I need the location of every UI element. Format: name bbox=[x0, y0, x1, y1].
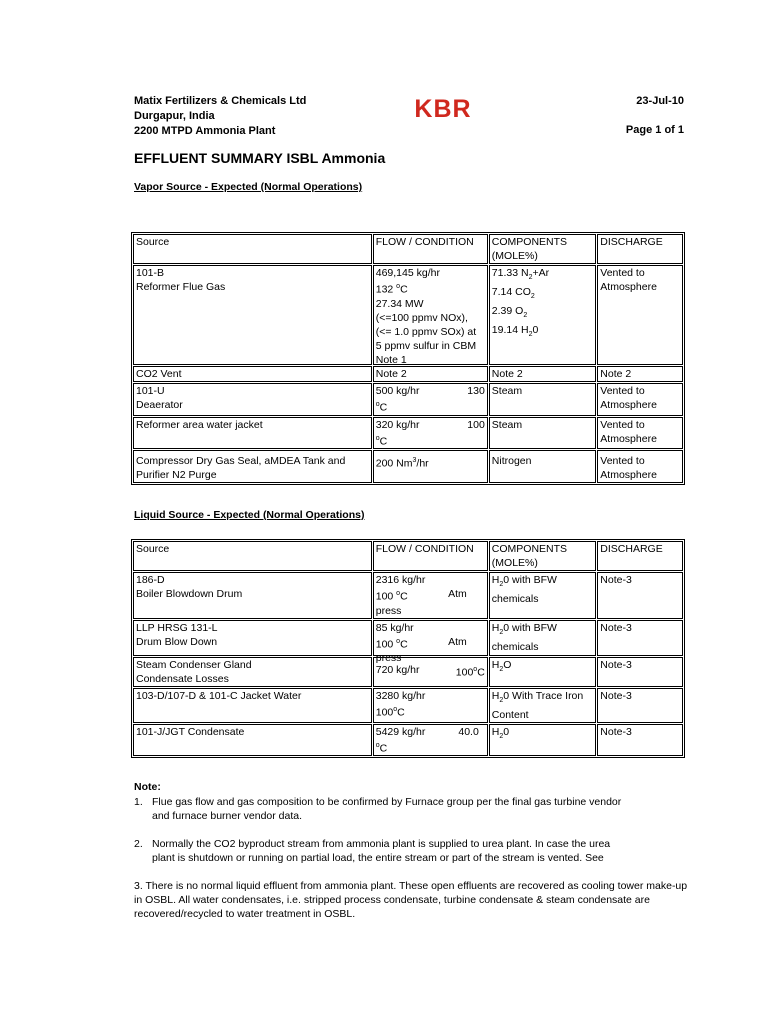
table-row bbox=[133, 383, 683, 416]
temp-unit: C bbox=[379, 742, 388, 755]
flow-temp: 132 $^o$C bbox=[375, 283, 408, 296]
table-row bbox=[133, 572, 683, 619]
component-text: +Ar bbox=[532, 267, 550, 279]
discharge-line: Atmosphere bbox=[600, 432, 657, 445]
discharge-line: Atmosphere bbox=[600, 281, 657, 293]
note-number: 2. bbox=[134, 838, 143, 850]
discharge-line: Vented to bbox=[600, 385, 645, 397]
source-desc: Boiler Blowdown Drum bbox=[136, 588, 243, 600]
flow-unit: /hr bbox=[416, 457, 429, 470]
note-text: plant is shutdown or running on partial load, the entire stream or part of the stream is vented. See bbox=[152, 852, 604, 864]
temp-value: 100 bbox=[455, 666, 474, 678]
notes-heading: Note: bbox=[134, 781, 161, 793]
flow-cell bbox=[373, 620, 488, 664]
flow-clip bbox=[375, 621, 485, 664]
note-gap bbox=[134, 823, 694, 837]
source-tag: 101-U bbox=[136, 385, 165, 397]
components-cell: $H_20$ bbox=[489, 724, 597, 757]
table-row bbox=[133, 265, 683, 365]
table-row bbox=[133, 450, 683, 483]
components-cell: Steam bbox=[489, 383, 597, 416]
flow-rate: 469,145 kg/hr bbox=[375, 267, 440, 279]
components-cell: Nitrogen bbox=[489, 450, 597, 483]
source-cell bbox=[133, 265, 372, 365]
table-row bbox=[133, 620, 683, 656]
col-discharge: DISCHARGE bbox=[597, 541, 683, 571]
company-location: Durgapur, India bbox=[134, 110, 215, 122]
component-text: 0 With Trace Iron bbox=[503, 689, 584, 702]
flow-cell: Note 2 bbox=[373, 366, 488, 382]
flow-rate: 3280 kg/hr bbox=[375, 689, 426, 702]
discharge-line: Atmosphere bbox=[600, 469, 657, 481]
note-3: 3. There is no normal liquid effluent from ammonia plant. These open effluents are recovered as cooling tower make-up in OSBL. All water condensates, i.e. stripped process condensate, turbine condensate & steam condensate are recovered/recycled to water treatment in OSBL. bbox=[134, 880, 688, 920]
temp-unit: C bbox=[379, 435, 388, 447]
note-text: Flue gas flow and gas composition to be confirmed by Furnace group per the final gas turbine vendor bbox=[152, 796, 622, 808]
col-flow: FLOW / CONDITION bbox=[373, 234, 488, 264]
component-co2: 7.14 $CO_2$ bbox=[491, 286, 535, 301]
flow-rate: 500 kg/hr bbox=[375, 385, 420, 397]
discharge-line: Atmosphere bbox=[600, 399, 657, 411]
table-row bbox=[133, 366, 683, 382]
discharge-cell bbox=[597, 450, 683, 483]
component-text: 0 with BFW bbox=[503, 621, 557, 634]
source-tag: Steam Condenser Gland bbox=[136, 658, 252, 671]
source-cell bbox=[133, 383, 372, 416]
component-text: 7.14 CO bbox=[491, 286, 531, 299]
discharge-line: Vented to bbox=[600, 418, 645, 431]
source-cell: 103-D/107-D & 101-C Jacket Water bbox=[133, 688, 372, 723]
source-cell: Reformer area water jacket bbox=[133, 417, 372, 450]
discharge-cell: Note-3 bbox=[597, 620, 683, 656]
temp-value: 100 bbox=[375, 590, 397, 603]
flow-rate: 720 kg/hr bbox=[375, 663, 420, 676]
plant-name: 2200 MTPD Ammonia Plant bbox=[134, 125, 276, 137]
component-text: chemicals bbox=[491, 593, 539, 606]
source-desc: Condensate Losses bbox=[136, 672, 229, 685]
temp-unit: C bbox=[400, 283, 408, 296]
source-desc: Purifier N2 Purge bbox=[136, 469, 217, 481]
flow-line bbox=[376, 384, 485, 398]
note-text: and furnace burner vendor data. bbox=[152, 810, 303, 822]
component-n2: 71.33 $N_2+Ar$ bbox=[491, 267, 550, 282]
source-cell bbox=[133, 657, 372, 687]
col-flow: FLOW / CONDITION bbox=[373, 541, 488, 571]
vapor-heading: Vapor Source - Expected (Normal Operations) bbox=[134, 181, 363, 193]
flow-line bbox=[376, 725, 485, 739]
doc-date: 23-Jul-10 bbox=[636, 95, 684, 107]
company-block bbox=[134, 94, 306, 139]
flow-cell: 5429 kg/hr 40.0 $^o$C bbox=[373, 724, 488, 757]
temp-value: 100 bbox=[467, 418, 485, 431]
col-source: Source bbox=[133, 541, 372, 571]
note-1 bbox=[134, 795, 694, 823]
col-discharge: DISCHARGE bbox=[597, 234, 683, 264]
note-2 bbox=[134, 837, 694, 865]
note-number: 1. bbox=[134, 796, 143, 808]
flow-cell: 200 Nm$^3$/hr bbox=[373, 450, 488, 483]
component-h2o: 19.14 $H_20$ bbox=[491, 324, 539, 339]
temp-unit: C bbox=[400, 638, 408, 650]
note-gap bbox=[134, 865, 694, 879]
temp-unit: C bbox=[400, 590, 408, 603]
kbr-logo bbox=[408, 93, 478, 123]
temp-line: 100 $^o$C Atm bbox=[375, 635, 467, 650]
temp-value: 132 bbox=[375, 283, 397, 296]
flow-rate: 320 kg/hr bbox=[375, 418, 420, 431]
discharge-cell: Note 2 bbox=[597, 366, 683, 382]
flow-rate: 200 Nm bbox=[375, 457, 413, 470]
temp-value: 100 bbox=[375, 638, 397, 650]
company-name: Matix Fertilizers & Chemicals Ltd bbox=[134, 95, 307, 107]
temp-unit-line: $^o$C bbox=[375, 401, 388, 414]
table-row bbox=[133, 724, 683, 757]
component-text: 0 bbox=[532, 324, 539, 337]
component-text: H bbox=[491, 574, 500, 586]
component-text: chemicals bbox=[491, 640, 539, 653]
pressure-label: Atm bbox=[448, 635, 467, 648]
discharge-cell bbox=[597, 265, 683, 365]
flow-cell: 3280 kg/hr 100$^o$C bbox=[373, 688, 488, 723]
source-desc: Drum Blow Down bbox=[136, 635, 218, 648]
source-cell: CO2 Vent bbox=[133, 366, 372, 382]
pressure-label: Atm bbox=[448, 588, 467, 600]
source-desc: Reformer Flue Gas bbox=[136, 281, 226, 293]
liquid-heading: Liquid Source - Expected (Normal Operations) bbox=[134, 509, 365, 521]
components-cell bbox=[489, 265, 597, 365]
discharge-cell: Note-3 bbox=[597, 688, 683, 723]
component-text: H bbox=[491, 725, 500, 738]
component-text: Content bbox=[491, 708, 529, 721]
discharge-line: Vented to bbox=[600, 267, 645, 279]
discharge-cell bbox=[597, 383, 683, 416]
source-tag: Compressor Dry Gas Seal, aMDEA Tank and bbox=[136, 455, 346, 467]
col-components: COMPONENTS (MOLE%) bbox=[489, 234, 597, 264]
table-row bbox=[133, 417, 683, 450]
component-text: 2.39 O bbox=[491, 305, 524, 318]
temp-line: 100 $^o$C Atm bbox=[375, 588, 467, 603]
col-components: COMPONENTS (MOLE%) bbox=[489, 541, 597, 571]
components-cell: Note 2 bbox=[489, 366, 597, 382]
flow-cell bbox=[373, 417, 488, 450]
source-tag: 186-D bbox=[136, 574, 165, 586]
page-title: EFFLUENT SUMMARY ISBL Ammonia bbox=[134, 150, 386, 166]
component-text: 19.14 H bbox=[491, 324, 529, 337]
note-text: Normally the CO2 byproduct stream from ammonia plant is supplied to urea plant. In case the urea bbox=[152, 838, 611, 850]
flow-cell bbox=[373, 383, 488, 416]
kbr-logo-text: KBR bbox=[414, 95, 472, 123]
components-cell: $H_20$ with BFW chemicals bbox=[489, 572, 597, 619]
components-cell: Steam bbox=[489, 417, 597, 450]
components-cell: $H_2O$ bbox=[489, 657, 597, 687]
component-text: H bbox=[491, 621, 500, 634]
flow-rate: 2316 kg/hr bbox=[375, 574, 426, 586]
component-text: 0 bbox=[503, 725, 510, 738]
pressure-note: press bbox=[375, 652, 402, 664]
flow-cell bbox=[373, 265, 488, 365]
source-cell: 101-J/JGT Condensate bbox=[133, 724, 372, 757]
source-tag: 101-B bbox=[136, 267, 165, 279]
flow-line bbox=[376, 418, 485, 432]
doc-meta bbox=[626, 94, 684, 138]
table-row bbox=[133, 657, 683, 687]
component-text: H bbox=[491, 658, 500, 671]
temp-unit-line: $^o$C bbox=[375, 434, 388, 447]
discharge-cell: Note-3 bbox=[597, 724, 683, 757]
flow-clip bbox=[376, 266, 485, 364]
component-text: O bbox=[503, 658, 512, 671]
temp-value: 40.0 bbox=[458, 725, 479, 738]
temp-value: 130 bbox=[467, 385, 485, 397]
discharge-cell bbox=[597, 417, 683, 450]
temp-unit: C bbox=[477, 666, 485, 678]
table-row bbox=[133, 688, 683, 723]
components-cell: $H_20$ with BFW chemicals bbox=[489, 620, 597, 656]
discharge-line: Vented to bbox=[600, 455, 645, 467]
notes-section bbox=[134, 780, 694, 921]
flow-note: Note 1 bbox=[375, 353, 407, 366]
table-header-row bbox=[133, 234, 683, 264]
temp-value: 100 bbox=[375, 706, 394, 718]
temp-unit: C bbox=[379, 401, 388, 414]
discharge-cell: Note-3 bbox=[597, 657, 683, 687]
table-header-row bbox=[133, 541, 683, 571]
temp-unit: C bbox=[397, 706, 405, 718]
flow-power: 27.34 MW bbox=[375, 297, 424, 310]
flow-cell bbox=[373, 572, 488, 619]
component-text: 71.33 N bbox=[491, 267, 529, 279]
component-o2: 2.39 $O_2$ bbox=[491, 305, 528, 320]
page-number: Page 1 of 1 bbox=[625, 124, 684, 136]
source-cell bbox=[133, 620, 372, 656]
component-text: H bbox=[491, 689, 500, 702]
flow-line: 720 kg/hr 100$^o$C bbox=[375, 663, 485, 678]
source-cell bbox=[133, 450, 372, 483]
components-cell: $H_20$ With Trace Iron Content bbox=[489, 688, 597, 723]
flow-nox: (<=100 ppmv NOx), bbox=[375, 311, 468, 324]
pressure-note: press bbox=[375, 604, 402, 617]
liquid-table bbox=[131, 539, 685, 758]
flow-sulfur: 5 ppmv sulfur in CBM bbox=[375, 339, 477, 352]
col-source: Source bbox=[133, 234, 372, 264]
source-cell bbox=[133, 572, 372, 619]
source-tag: LLP HRSG 131-L bbox=[136, 621, 218, 634]
vapor-table bbox=[131, 232, 685, 485]
discharge-cell: Note-3 bbox=[597, 572, 683, 619]
component-text: 0 with BFW bbox=[503, 574, 557, 586]
flow-rate: 5429 kg/hr bbox=[375, 725, 426, 738]
flow-rate: 85 kg/hr bbox=[375, 621, 414, 634]
flow-sox: (<= 1.0 ppmv SOx) at bbox=[375, 325, 477, 338]
source-desc: Deaerator bbox=[136, 399, 183, 411]
